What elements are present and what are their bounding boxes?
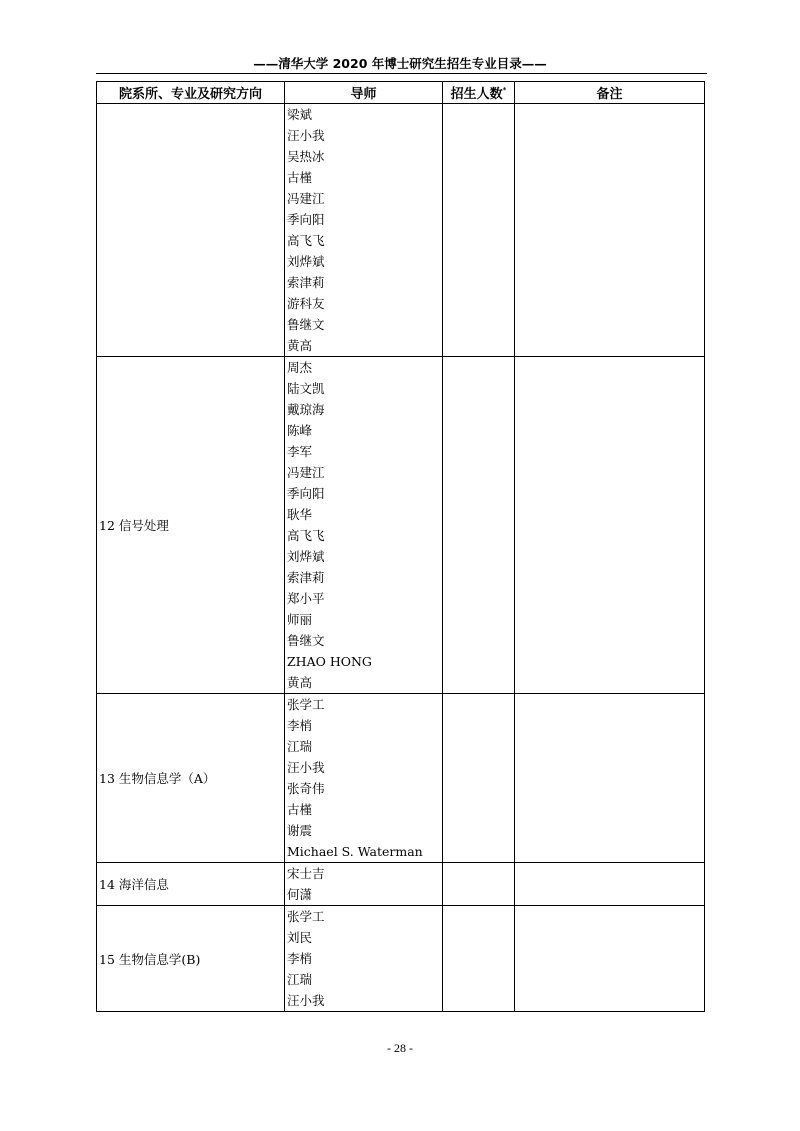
page-number: - 28 - [387, 1041, 413, 1055]
advisor-name: 陈峰 [287, 423, 313, 438]
advisor-name: 陆文凯 [287, 381, 325, 396]
advisor-name: 季向阳 [287, 486, 325, 501]
advisor-name: 古槿 [287, 170, 313, 185]
advisor-name: 汪小我 [287, 128, 325, 143]
direction-cell: 12 信号处理 [97, 357, 285, 694]
col-header-advisor: 导师 [285, 82, 443, 104]
direction-cell: 13 生物信息学（A） [97, 694, 285, 863]
table-body [97, 104, 705, 1012]
table-row [97, 906, 705, 1012]
advisor-name: 汪小我 [287, 760, 325, 775]
advisor-name: 鲁继文 [287, 317, 325, 332]
advisor-name: 黄高 [287, 675, 313, 690]
advisor-name: 郑小平 [287, 591, 325, 606]
advisor-cell [285, 357, 443, 694]
advisor-name: 戴琼海 [287, 402, 325, 417]
advisor-name: 何潇 [287, 887, 313, 902]
advisor-cell [285, 906, 443, 1012]
advisor-name: 张奇伟 [287, 781, 325, 796]
remarks-cell [515, 863, 705, 906]
enrollment-cell [443, 104, 515, 357]
remarks-cell [515, 906, 705, 1012]
direction-cell: 15 生物信息学(B) [97, 906, 285, 1012]
advisor-name: 游科友 [287, 296, 325, 311]
table-row [97, 694, 705, 863]
advisor-name: 古槿 [287, 802, 313, 817]
advisor-name: 吴热冰 [287, 149, 325, 164]
catalog-table [96, 81, 705, 1012]
advisor-name: 李梢 [287, 718, 313, 733]
advisor-name: 冯建江 [287, 191, 325, 206]
advisor-name: 李梢 [287, 951, 313, 966]
remarks-cell [515, 694, 705, 863]
advisor-name: 李军 [287, 444, 313, 459]
enrollment-cell [443, 906, 515, 1012]
advisor-name: Michael S. Waterman [287, 844, 423, 859]
page-header: ——清华大学 2020 年博士研究生招生专业目录—— [253, 56, 547, 71]
advisor-name: 梁斌 [287, 107, 313, 122]
enrollment-cell [443, 863, 515, 906]
header-rule [96, 73, 707, 74]
table-row [97, 863, 705, 906]
col-header-remarks: 备注 [515, 82, 705, 104]
table-row [97, 357, 705, 694]
advisor-name: 耿华 [287, 507, 313, 522]
remarks-cell [515, 357, 705, 694]
advisor-name: 冯建江 [287, 465, 325, 480]
advisor-name: 刘烨斌 [287, 254, 325, 269]
advisor-name: 宋士吉 [287, 866, 325, 881]
advisor-name: 高飞飞 [287, 233, 325, 248]
advisor-name: 张学工 [287, 909, 325, 924]
enrollment-header-label: 招生人数 [450, 87, 503, 102]
advisor-name: 黄高 [287, 338, 313, 353]
advisor-name: 周杰 [287, 360, 313, 375]
advisor-cell [285, 104, 443, 357]
advisor-name: 季向阳 [287, 212, 325, 227]
enrollment-footnote-mark: * [502, 86, 507, 94]
remarks-cell [515, 104, 705, 357]
col-header-direction: 院系所、专业及研究方向 [97, 82, 285, 104]
advisor-name: 师丽 [287, 612, 313, 627]
advisor-name: 江瑞 [287, 739, 313, 754]
advisor-name: 汪小我 [287, 993, 325, 1008]
advisor-name: 谢震 [287, 823, 313, 838]
enrollment-cell [443, 357, 515, 694]
table-row [97, 104, 705, 357]
advisor-name: 刘民 [287, 930, 313, 945]
advisor-name: 江瑞 [287, 972, 313, 987]
table-header-row [97, 82, 705, 104]
col-header-enrollment [443, 82, 515, 104]
advisor-name: 鲁继文 [287, 633, 325, 648]
advisor-name: 张学工 [287, 697, 325, 712]
advisor-name: 刘烨斌 [287, 549, 325, 564]
advisor-name: 索津莉 [287, 570, 325, 585]
enrollment-cell [443, 694, 515, 863]
advisor-cell [285, 694, 443, 863]
advisor-cell [285, 863, 443, 906]
advisor-name: 高飞飞 [287, 528, 325, 543]
direction-cell [97, 104, 285, 357]
direction-cell: 14 海洋信息 [97, 863, 285, 906]
advisor-name: ZHAO HONG [287, 654, 372, 669]
advisor-name: 索津莉 [287, 275, 325, 290]
